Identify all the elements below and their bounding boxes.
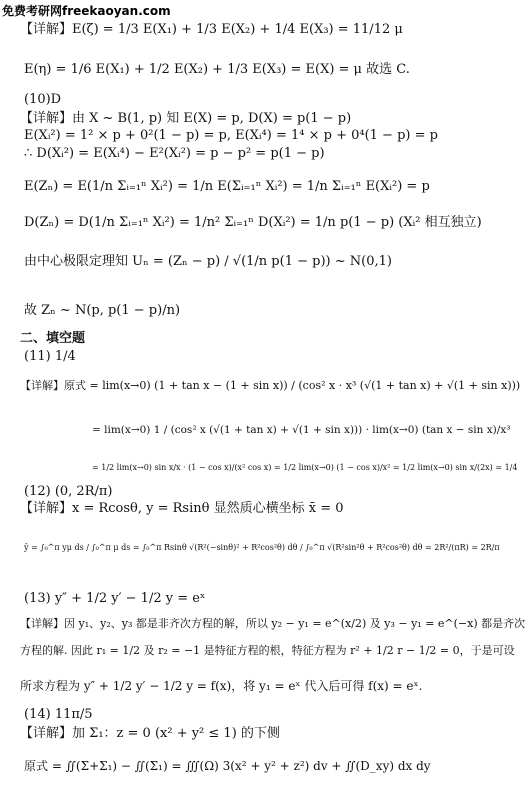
limit-step-3: = 1/2 lim(x→0) sin x/x · (1 − cos x)/(x² cos x) = 1/2 lim(x→0) (1 − cos x)/x² = 1/2 lim(x→0) sin x/(2x) = 1/4	[92, 463, 518, 472]
zn-distribution-line: 故 Zₙ ~ N(p, p(1 − p)/n)	[24, 303, 181, 318]
solution-10-intro: 【详解】由 X ~ B(1, p) 知 E(X) = p, D(X) = p(1 − p)	[20, 111, 352, 126]
limit-step-1: 【详解】原式 = lim(x→0) (1 + tan x − (1 + sin x)) / (cos² x · x³ (√(1 + tan x) + √(1 + sin x)))	[20, 379, 521, 392]
variance-zn-line: D(Zₙ) = D(1/n Σᵢ₌₁ⁿ Xᵢ²) = 1/n² Σᵢ₌₁ⁿ D(Xᵢ²) = 1/n p(1 − p) (Xᵢ² 相互独立)	[24, 215, 482, 230]
solution-14-intro: 【详解】加 Σ₁：z = 0 (x² + y² ≤ 1) 的下侧	[20, 726, 280, 741]
answer-10: (10)D	[24, 92, 62, 107]
answer-11: (11) 1/4	[24, 349, 76, 364]
watermark: 免费考研网freekaoyan.com	[2, 4, 171, 18]
section-heading-fill-in: 二、填空题	[20, 331, 86, 346]
expectation-zn-line: E(Zₙ) = E(1/n Σᵢ₌₁ⁿ Xᵢ²) = 1/n E(Σᵢ₌₁ⁿ Xᵢ²) = 1/n Σᵢ₌₁ⁿ E(Xᵢ²) = p	[24, 179, 430, 194]
limit-step-2: = lim(x→0) 1 / (cos² x (√(1 + tan x) + √(1 + sin x))) · lim(x→0) (tan x − sin x)/x³	[92, 424, 511, 436]
expectation-eta-line: E(η) = 1/6 E(X₁) + 1/2 E(X₂) + 1/3 E(X₃) = E(X) = μ 故选 C.	[24, 62, 410, 77]
clt-line: 由中心极限定理知 Uₙ = (Zₙ − p) / √(1/n p(1 − p)) ~ N(0,1)	[24, 254, 392, 269]
solution-13-line-2: 方程的解. 因此 r₁ = 1/2 及 r₂ = −1 是特征方程的根，特征方程为 r² + 1/2 r − 1/2 = 0，于是可设	[20, 644, 515, 657]
centroid-y-line: ȳ = ∫₀^π yμ ds / ∫₀^π μ ds = ∫₀^π Rsinθ √(R²(−sinθ)² + R²cos²θ) dθ / ∫₀^π √(R²sin²θ + R²cos²θ) dθ = 2R²/(πR) = 2R/π	[24, 543, 500, 552]
answer-14: (14) 11π/5	[24, 707, 93, 722]
answer-13: (13) y″ + 1/2 y′ − 1/2 y = eˣ	[24, 591, 206, 606]
parametrization-line: 【详解】x = Rcosθ, y = Rsinθ 显然质心横坐标 x̄ = 0	[20, 501, 344, 516]
answer-12: (12) (0, 2R/π)	[24, 484, 113, 499]
solution-13-line-1: 【详解】因 y₁、y₂、y₃ 都是非齐次方程的解，所以 y₂ − y₁ = e^(x/2) 及 y₃ − y₁ = e^(−x) 都是齐次	[20, 617, 526, 630]
variance-xi2-line: ∴ D(Xᵢ²) = E(Xᵢ⁴) − E²(Xᵢ²) = p − p² = p(1 − p)	[24, 146, 325, 161]
moments-line: E(Xᵢ²) = 1² × p + 0²(1 − p) = p, E(Xᵢ⁴) = 1⁴ × p + 0⁴(1 − p) = p	[24, 128, 438, 143]
solution-13-line-3: 所求方程为 y″ + 1/2 y′ − 1/2 y = f(x)，将 y₁ = eˣ 代入后可得 f(x) = eˣ.	[20, 679, 423, 693]
solution-14-integral: 原式 = ∬(Σ+Σ₁) − ∬(Σ₁) = ∭(Ω) 3(x² + y² + z²) dv + ∬(D_xy) dx dy	[24, 759, 431, 773]
expectation-zeta-line: 【详解】E(ζ) = 1/3 E(X₁) + 1/3 E(X₂) + 1/4 E(X₃) = 11/12 μ	[20, 22, 403, 37]
